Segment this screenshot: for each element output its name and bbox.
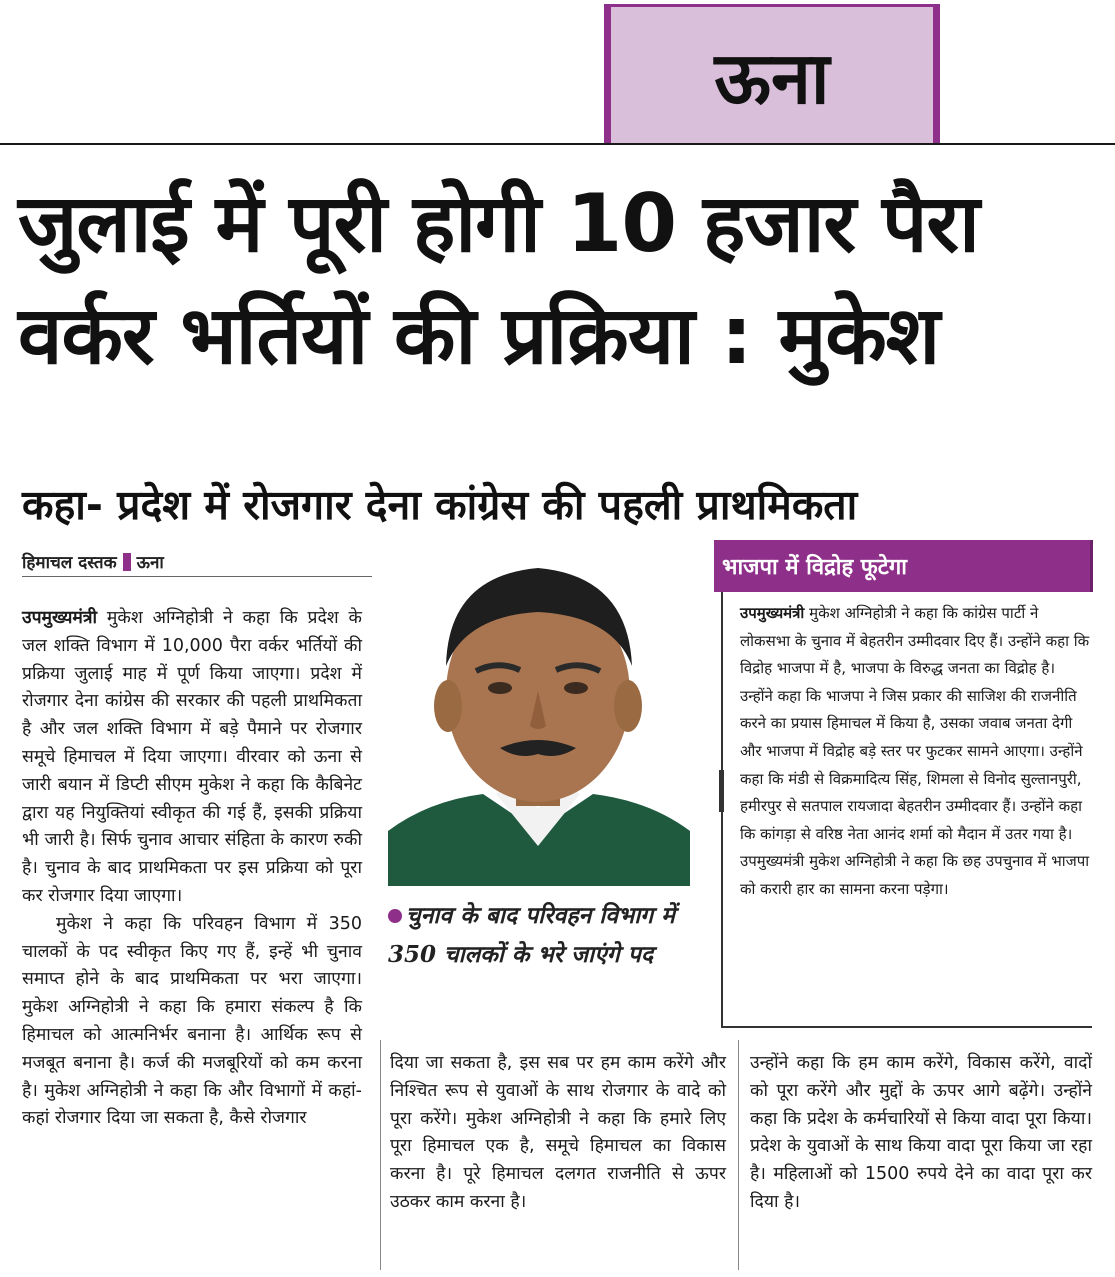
sidebar-title-edge — [1090, 540, 1093, 592]
subheadline: कहा- प्रदेश में रोजगार देना कांग्रेस की पहली प्राथमिकता — [22, 481, 858, 529]
sidebar-title: भाजपा में विद्रोह फूटेगा — [714, 540, 1092, 592]
column-divider-1 — [380, 1040, 381, 1270]
headline-line-1: जुलाई में पूरी होगी 10 हजार पैरा — [18, 177, 979, 270]
article-paragraph-2: मुकेश ने कहा कि परिवहन विभाग में 350 चालकों के पद स्वीकृत किए गए हैं, इन्हें भी चुनाव समाप्त होने के बाद प्राथमिकता पर भरा जाएगा। मुकेश अग्निहोत्री ने कहा कि हमारा संकल्प है कि हिमाचल को आत्मनिर्भर बनाना है। आर्थिक रूप से मजबूत बनाना है। कर्ज की मजबूरियों को कम करना है। मुकेश अग्निहोत्री ने कहा कि और विभागों में कहां-कहां रोजगार दिया जा सकता है, कैसे रोजगार — [22, 913, 362, 1129]
headline-line-2: वर्कर भर्तियों की प्रक्रिया : मुकेश — [18, 289, 940, 382]
photo-caption — [388, 896, 703, 974]
column-divider-2 — [738, 1040, 739, 1270]
photo-mukesh-agnihotri — [388, 546, 690, 886]
article-paragraph-4: उन्होंने कहा कि हम काम करेंगे, विकास करेंगे, वादों को पूरा करेंगे और मुद्दों के ऊपर आगे बढ़ेंगे। उन्होंने कहा कि प्रदेश के कर्मचारियों से किया वादा पूरा किया। प्रदेश के युवाओं के साथ किया वादा पूरा किया जा रहा है। महिलाओं को 1500 रुपये देने का वादा पूरा कर दिया है। — [750, 1053, 1092, 1212]
byline-marker — [123, 553, 131, 571]
headline — [18, 168, 1108, 392]
article-column-1 — [22, 605, 362, 1133]
article-lead: उपमुख्यमंत्री — [22, 608, 98, 628]
article-paragraph-1 — [22, 605, 362, 911]
byline — [22, 550, 164, 573]
sidebar-bottom-rule — [722, 1026, 1092, 1028]
header-rule — [0, 143, 1115, 145]
sidebar-text — [740, 600, 1092, 904]
section-city: ऊना — [714, 35, 830, 120]
article-paragraph-3: दिया जा सकता है, इस सब पर हम काम करेंगे और निश्चित रूप से युवाओं के साथ रोजगार के वादे को पूरा करेंगे। मुकेश अग्निहोत्री ने कहा कि हमारे लिए पूरा हिमाचल एक है, समूचे हिमाचल का विकास करना है। पूरे हिमाचल दलगत राजनीति से ऊपर उठकर काम करना है। — [390, 1053, 726, 1212]
section-label — [604, 4, 940, 144]
sidebar-body: मुकेश अग्निहोत्री ने कहा कि कांग्रेस पार्टी ने लोकसभा के चुनाव में बेहतरीन उम्मीदवार दिए हैं। उन्होंने कहा कि विद्रोह भाजपा में है, भाजपा के विरुद्ध जनता का विद्रोह है। उन्होंने कहा कि भाजपा ने जिस प्रकार की साजिश की राजनीति करने का प्रयास हिमाचल में किया है, उसका जवाब जनता देगी और भाजपा में विद्रोह बड़े स्तर पर फुटकर सामने आएगा। उन्होंने कहा कि मंडी से विक्रमादित्य सिंह, शिमला से विनोद सुल्तानपुरी, हमीरपुर से सतपाल रायजादा बेहतरीन उम्मीदवार हैं। उन्होंने कहा कि कांगड़ा से वरिष्ठ नेता आनंद शर्मा को मैदान में उतर गया है। उपमुख्यमंत्री मुकेश अग्निहोत्री ने कहा कि छह उपचुनाव में भाजपा को करारी हार का सामना करना पड़ेगा। — [740, 604, 1090, 898]
photo-caption-text: चुनाव के बाद परिवहन विभाग में 350 चालकों के भरे जाएंगे पद — [388, 902, 675, 968]
sidebar-rule-accent — [719, 770, 724, 812]
portrait-illustration — [388, 546, 690, 886]
byline-source: हिमाचल दस्तक — [22, 553, 117, 573]
sidebar-lead: उपमुख्यमंत्री — [740, 604, 805, 622]
byline-place: ऊना — [136, 553, 164, 573]
article-column-2 — [390, 1050, 726, 1217]
article-paragraph-1-text: मुकेश अग्निहोत्री ने कहा कि प्रदेश के जल शक्ति विभाग में 10,000 पैरा वर्कर भर्तियों की प्रक्रिया जुलाई माह में पूर्ण किया जाएगा। प्रदेश में रोजगार देना कांग्रेस की सरकार की पहली प्राथमिकता है और जल शक्ति विभाग में बड़े पैमाने पर रोजगार समूचे हिमाचल में दिया जाएगा। वीरवार को ऊना से जारी बयान में डिप्टी सीएम मुकेश ने कहा कि कैबिनेट द्वारा यह नियुक्तियां स्वीकृत की गई हैं, इसकी प्रक्रिया भी जारी है। सिर्फ चुनाव आचार संहिता के कारण रुकी है। चुनाव के बाद प्राथमिकता पर इस प्रक्रिया को पूरा कर रोजगार दिया जाएगा। — [22, 608, 362, 906]
article-column-3 — [750, 1050, 1092, 1217]
bullet-dot-icon — [388, 909, 402, 923]
byline-rule — [22, 576, 372, 577]
